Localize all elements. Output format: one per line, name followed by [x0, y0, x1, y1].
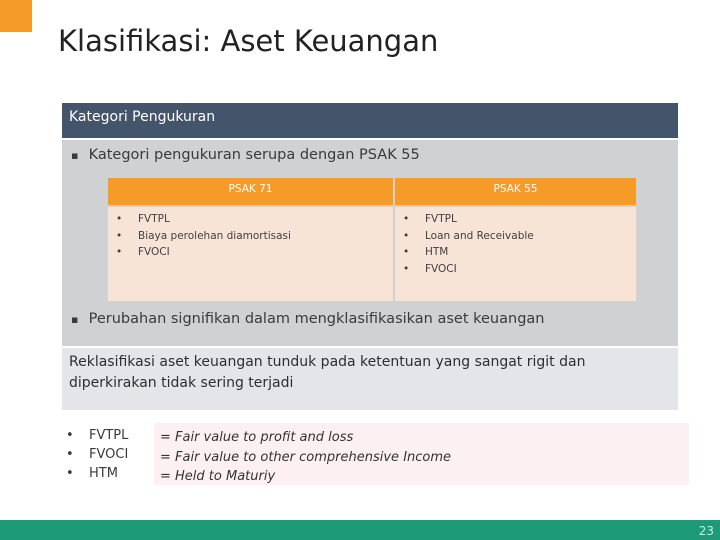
- bullet-item: [71, 147, 420, 163]
- section-header: [62, 103, 678, 138]
- table-header-psak55: PSAK 55: [395, 178, 636, 205]
- corner-accent: [0, 0, 32, 32]
- abbreviation-list: [66, 426, 128, 483]
- list-item: • FVTPL: [116, 213, 170, 225]
- list-item: • HTM: [66, 466, 118, 481]
- list-item: • Loan and Receivable: [403, 229, 534, 242]
- definition-line: = Fair value to profit and loss: [160, 430, 354, 445]
- reklasifikasi-note: [62, 348, 678, 410]
- definition-box: [154, 423, 689, 485]
- page-title: Klasifikasi: Aset Keuangan: [58, 24, 439, 58]
- note-line: Reklasifikasi aset keuangan tunduk pada ketentuan yang sangat rigit dan: [69, 354, 586, 370]
- square-bullet-icon: ▪: [71, 149, 79, 162]
- note-line: diperkirakan tidak sering terjadi: [69, 375, 294, 391]
- bullet-text: Perubahan signifikan dalam mengklasifikasikan aset keuangan: [88, 311, 545, 327]
- list-item: • FVOCI: [66, 447, 129, 462]
- bullet-text: Kategori pengukuran serupa dengan PSAK 55: [88, 147, 420, 163]
- table-header-psak71: PSAK 71: [108, 178, 393, 205]
- list-item: • FVOCI: [403, 262, 457, 275]
- list-item: • FVOCI: [116, 246, 170, 258]
- bullet-item: [71, 311, 544, 327]
- table-cell-psak71: [108, 207, 393, 301]
- footer-bar: [0, 520, 720, 540]
- table-cell-psak55: [395, 207, 636, 301]
- psak-comparison-table: [108, 178, 636, 302]
- section-header-label: Kategori Pengukuran: [69, 109, 216, 125]
- list-item: • FVTPL: [403, 213, 457, 225]
- list-item: • Biaya perolehan diamortisasi: [116, 229, 291, 242]
- definition-line: = Held to Maturiy: [160, 469, 276, 484]
- definition-line: = Fair value to other comprehensive Income: [160, 449, 452, 465]
- square-bullet-icon: ▪: [71, 313, 79, 326]
- list-item: • FVTPL: [66, 428, 129, 443]
- list-item: • HTM: [403, 246, 449, 258]
- page-number: 23: [698, 524, 714, 538]
